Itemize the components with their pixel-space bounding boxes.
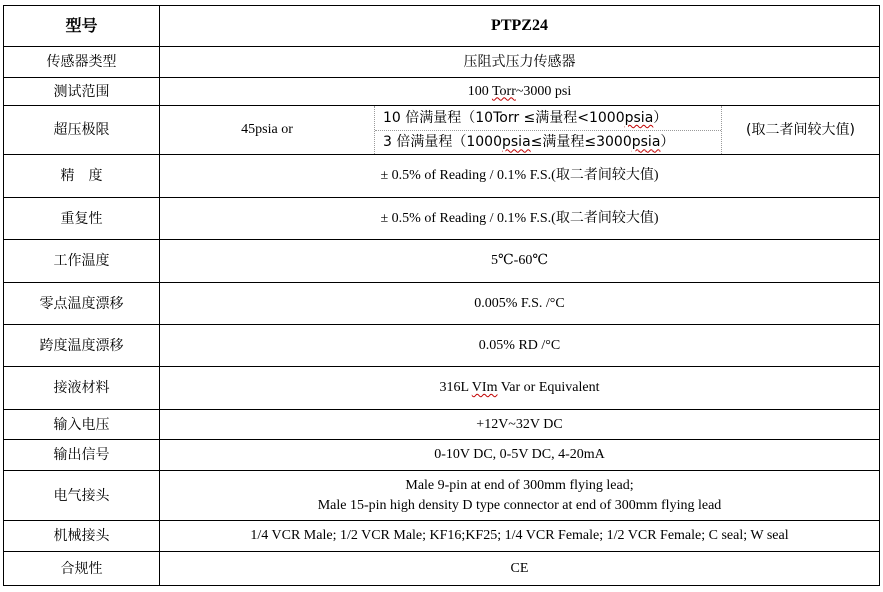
range-value-c: ~3000 psi [515,83,572,99]
op-line2-a: 3 倍满量程（1000 [383,134,502,151]
mechanical-value: 1/4 VCR Male; 1/2 VCR Male; KF16;KF25; 1/4 VCR Female; 1/2 VCR Female; C seal; W seal [160,521,880,552]
span-drift-row [4,325,880,367]
repeatability-value: ± 0.5% of Reading / 0.1% F.S.(取二者间较大值) [160,198,880,240]
accuracy-value: ± 0.5% of Reading / 0.1% F.S.(取二者间较大值) [160,155,880,198]
overpressure-conditions [374,106,722,154]
range-value-a: 100 [467,83,492,99]
range-value [160,78,880,106]
header-label: 型号 [4,6,160,47]
overpressure-line-1 [375,106,721,130]
sensor-type-label: 传感器类型 [4,47,160,78]
mechanical-label: 机械接头 [4,521,160,552]
mechanical-row [4,521,880,552]
op-line2-e: ） [660,134,675,151]
electrical-label: 电气接头 [4,471,160,521]
wetted-material-value [160,367,880,410]
overpressure-label: 超压极限 [4,106,160,155]
overpressure-right: (取二者间较大值) [746,122,855,138]
wetted-a: 316L [439,380,472,395]
wetted-vim: VIm [471,380,498,395]
operating-temp-row [4,240,880,283]
zero-drift-label: 零点温度漂移 [4,283,160,325]
compliance-label: 合规性 [4,552,160,586]
op-line2-psia-2: psia [631,134,661,151]
electrical-line-2: Male 15-pin high density D type connector at end of 300mm flying lead [317,497,722,513]
wetted-material-row [4,367,880,410]
span-drift-value: 0.05% RD /°C [160,325,880,367]
output-signal-value: 0-10V DC, 0-5V DC, 4-20mA [160,440,880,471]
sensor-type-value: 压阻式压力传感器 [160,47,880,78]
range-row [4,78,880,106]
model-value: PTPZ24 [160,6,880,47]
output-signal-label: 输出信号 [4,440,160,471]
zero-drift-value: 0.005% F.S. /°C [160,283,880,325]
op-line2-psia-1: psia [502,134,531,151]
op-line1-psia: psia [624,109,654,126]
zero-drift-row [4,283,880,325]
compliance-row [4,552,880,586]
span-drift-label: 跨度温度漂移 [4,325,160,367]
overpressure-line-2 [375,130,721,155]
input-voltage-row [4,410,880,440]
wetted-c: Var or Equivalent [497,380,600,395]
op-line1-c: ） [653,109,668,126]
overpressure-value [160,106,880,155]
repeatability-label: 重复性 [4,198,160,240]
electrical-line-1: Male 9-pin at end of 300mm flying lead; [405,477,634,493]
overpressure-row [4,106,880,155]
op-line1-a: 10 倍满量程（10Torr ≤满量程<1000 [383,109,625,126]
sensor-type-row [4,47,880,78]
range-label: 测试范围 [4,78,160,106]
compliance-value: CE [160,552,880,586]
header-row [4,6,880,47]
output-signal-row [4,440,880,471]
range-unit-torr: Torr [491,83,516,99]
accuracy-label: 精 度 [4,155,160,198]
repeatability-row [4,198,880,240]
electrical-value [160,471,880,521]
input-voltage-label: 输入电压 [4,410,160,440]
operating-temp-label: 工作温度 [4,240,160,283]
input-voltage-value: +12V~32V DC [160,410,880,440]
spec-table [3,5,880,586]
overpressure-left: 45psia or [241,122,293,137]
accuracy-row [4,155,880,198]
electrical-row [4,471,880,521]
operating-temp-value: 5℃-60℃ [160,240,880,283]
wetted-material-label: 接液材料 [4,367,160,410]
op-line2-c: ≤满量程≤3000 [530,134,632,151]
